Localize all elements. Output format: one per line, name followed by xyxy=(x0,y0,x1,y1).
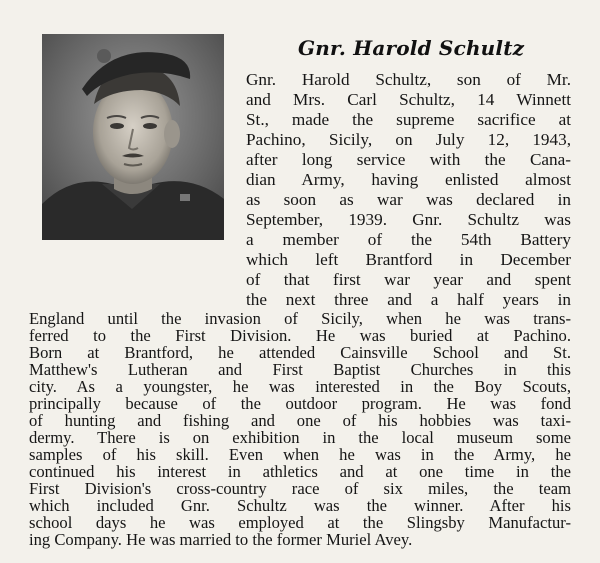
body-line: which included Gnr. Schultz was the winner. After his xyxy=(29,496,571,515)
body-line: Matthew's Lutheran and First Baptist Churches in this xyxy=(29,360,571,379)
body-line: after long service with the Cana- xyxy=(246,150,571,169)
body-line: continued his interest in athletics and at one time in the xyxy=(29,462,571,481)
body-line: principally because of the outdoor program. He was fond xyxy=(29,394,571,413)
body-line: school days he was employed at the Slingsby Manufactur- xyxy=(29,513,571,532)
body-line: of hunting and fishing and one of his hobbies was taxi- xyxy=(29,411,571,430)
body-line: dian Army, having enlisted almost xyxy=(246,170,571,189)
body-line: Gnr. Harold Schultz, son of Mr. xyxy=(246,70,571,89)
body-line: of that first war year and spent xyxy=(246,270,571,289)
body-line: the next three and a half years in xyxy=(246,290,571,309)
body-line: city. As a youngster, he was interested in the Boy Scouts, xyxy=(29,377,571,396)
body-line: a member of the 54th Battery xyxy=(246,230,571,249)
body-line: and Mrs. Carl Schultz, 14 Winnett xyxy=(246,90,571,109)
body-line: Born at Brantford, he attended Cainsville School and St. xyxy=(29,343,571,362)
body-line: samples of his skill. Even when he was in the Army, he xyxy=(29,445,571,464)
article-title: Gnr. Harold Schultz xyxy=(298,36,525,60)
body-line: September, 1939. Gnr. Schultz was xyxy=(246,210,571,229)
body-line: which left Brantford in December xyxy=(246,250,571,269)
body-line: Pachino, Sicily, on July 12, 1943, xyxy=(246,130,571,149)
body-line: ferred to the First Division. He was buried at Pachino. xyxy=(29,326,571,345)
body-line: dermy. There is on exhibition in the local museum some xyxy=(29,428,571,447)
body-line: ing Company. He was married to the former Muriel Avey. xyxy=(29,530,413,549)
body-line: St., made the supreme sacrifice at xyxy=(246,110,571,129)
body-line: England until the invasion of Sicily, when he was trans- xyxy=(29,309,571,328)
body-line: First Division's cross-country race of six miles, the team xyxy=(29,479,571,498)
body-line: as soon as war was declared in xyxy=(246,190,571,209)
